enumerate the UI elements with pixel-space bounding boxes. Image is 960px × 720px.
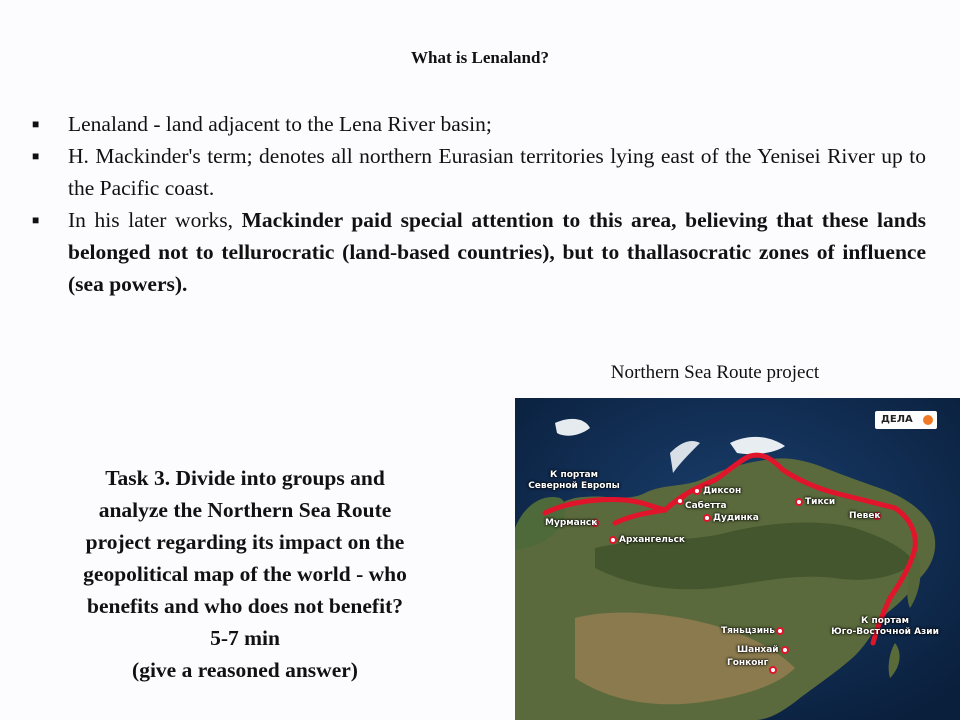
port-dot-dikson (694, 488, 700, 494)
slide-title: What is Lenaland? (411, 48, 549, 67)
bullet-square-icon: ■ (32, 213, 40, 227)
task-text (34, 462, 456, 686)
bullet-square-icon: ■ (32, 149, 40, 163)
label-dudinka: Дудинка (713, 513, 759, 523)
label-to-southeast-asia: К портам Юго-Восточной Азии (831, 616, 939, 637)
label-arkhangelsk: Архангельск (619, 535, 686, 545)
bullet-item (30, 140, 926, 204)
northern-sea-route-map (515, 398, 960, 720)
label-shanghai: Шанхай (737, 645, 779, 655)
bullet-item (30, 108, 926, 140)
task-line: Task 3. Divide into groups and (105, 466, 385, 490)
label-murmansk: Мурманск (545, 518, 598, 528)
task-line: (give a reasoned answer) (132, 658, 358, 682)
label-pevek: Певек (849, 511, 881, 521)
task-line: analyze the Northern Sea Route (98, 498, 392, 522)
label-sabetta: Сабетта (685, 501, 727, 511)
logo-dot-icon (923, 415, 933, 425)
port-dot-shanghai (782, 647, 788, 653)
port-dot-tiksi (796, 499, 802, 505)
port-dot-dudinka (704, 515, 710, 521)
port-dot-hongkong (770, 667, 776, 673)
task-line: benefits and who does not benefit? (87, 594, 403, 618)
bullet-text: In his later works, (68, 208, 242, 232)
label-tianjin: Тяньцзинь (721, 626, 775, 636)
map-caption: Northern Sea Route project (610, 362, 820, 383)
bullet-bold-text: Mackinder paid special attention to this area, believing that these lands belonged not to tellurocratic (land-based countries), but to thallasocratic zones of influence (sea powers). (68, 208, 926, 296)
bullet-item (30, 204, 926, 300)
task-line: project regarding its impact on the (85, 530, 405, 554)
label-tiksi: Тикси (805, 497, 836, 507)
task-line: 5-7 min (210, 626, 280, 650)
bullet-square-icon: ■ (32, 117, 40, 131)
port-dot-arkhangelsk (610, 537, 616, 543)
bullet-text: H. Mackinder's term; denotes all northern Eurasian territories lying east of the Yenisei River up to the Pacific coast. (68, 144, 926, 200)
port-dot-tianjin (777, 628, 783, 634)
label-to-north-europe: К портам Северной Европы (528, 470, 620, 491)
port-dot-sabetta (677, 498, 683, 504)
label-dikson: Диксон (703, 486, 742, 496)
dela-logo: ДЕЛА (875, 411, 937, 429)
map-graphic (515, 398, 960, 720)
task-line: geopolitical map of the world - who (83, 562, 407, 586)
bullet-text: Lenaland - land adjacent to the Lena River basin; (68, 112, 492, 136)
bullet-list (30, 108, 926, 300)
label-hongkong: Гонконг (727, 658, 769, 668)
